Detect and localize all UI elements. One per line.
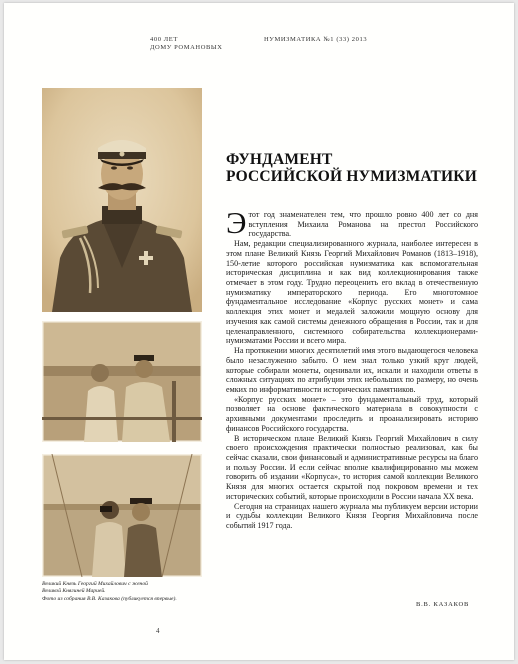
caption-line2: Великой Княгиней Марией.	[42, 588, 106, 595]
running-header-right: НУМИЗМАТИКА №1 (33) 2013	[264, 36, 368, 43]
paragraph-3: На протяжении многих десятилетий имя этого выдающегося человека было незаслуженно забыто. О нем знал только узкий круг людей, которые собирали монеты, оценивали их, искали и находили ответы в сложных ситуациях по атрибуции этих небольших по размеру, но очень емких по информативности исторических памятников.	[226, 346, 478, 394]
paragraph-2: Нам, редакции специализированного журнала, наиболее интересен в этом плане Великий Князь Георгий Михайлович Романов (1813–1918), 150-летие которого российская нумизматика как вспомогательная историческая дисциплина и как вид коллекционирования также отмечает в этом году. Трудно переоценить его вклад в отечественную нумизматику императорского периода. Его многотомное фундаментальное исследование «Корпус русских монет» и сама коллекция этих монет и медалей заложили мощную основу для изучения как самой системы денежного обращения в России, так и для целенаправленного, системного собирательства коллекционерами-нумизматами России и всего мира.	[226, 239, 478, 346]
article-title	[226, 151, 486, 185]
article-body	[226, 205, 478, 531]
couple-on-deck-photo	[42, 321, 202, 442]
paragraph-1	[226, 205, 478, 240]
paragraph-5: В историческом плане Великий Князь Георгий Михайлович в силу своего происхождения практически полностью реализовал, как бы сейчас сказали, свои финансовый и административные ресурсы на благо и пользу России. И если сейчас вполне квалифицированно мы можем говорить об издании «Корпуса», то история самой коллекции Великого Князя для многих остается скрытой под покровом времени и тех исторических событий, которые происходили в России начала XX века.	[226, 433, 478, 501]
magazine-page	[4, 3, 514, 660]
running-header-left	[150, 36, 222, 52]
page-number: 4	[156, 627, 160, 635]
portrait-photo	[42, 88, 202, 312]
drop-cap: Э	[226, 205, 247, 240]
caption-line1: Великий Князь Георгий Михайлович с женой	[42, 581, 148, 587]
header-left-line1: 400 ЛЕТ	[150, 36, 178, 43]
paragraph-4: «Корпус русских монет» – это фундаментальный труд, который позволяет на основе фактического материала в совокупности с архивными документами проследить и проанализировать историю финансов Российского государства.	[226, 394, 478, 433]
caption-line3: Фото из собрания В.В. Казакова (публикуется впервые).	[42, 595, 177, 602]
paragraph-6: Сегодня на страницах нашего журнала мы публикуем версии истории и судьбы коллекции Великого Князя Георгия Михайловича после событий 1917 года.	[226, 501, 478, 530]
paragraph-1-text: тот год знаменателен тем, что прошло ровно 400 лет со дня вступления Михаила Романова на престол Российского государства.	[248, 210, 478, 239]
article-author: В.В. КАЗАКОВ	[416, 601, 470, 608]
title-line2: РОССИЙСКОЙ НУМИЗМАТИКИ	[226, 168, 478, 185]
title-line1: ФУНДАМЕНТ	[226, 151, 333, 168]
photo-caption	[42, 581, 232, 603]
header-left-line2: ДОМУ РОМАНОВЫХ	[150, 44, 223, 51]
couple-with-binoculars-photo	[42, 454, 202, 577]
